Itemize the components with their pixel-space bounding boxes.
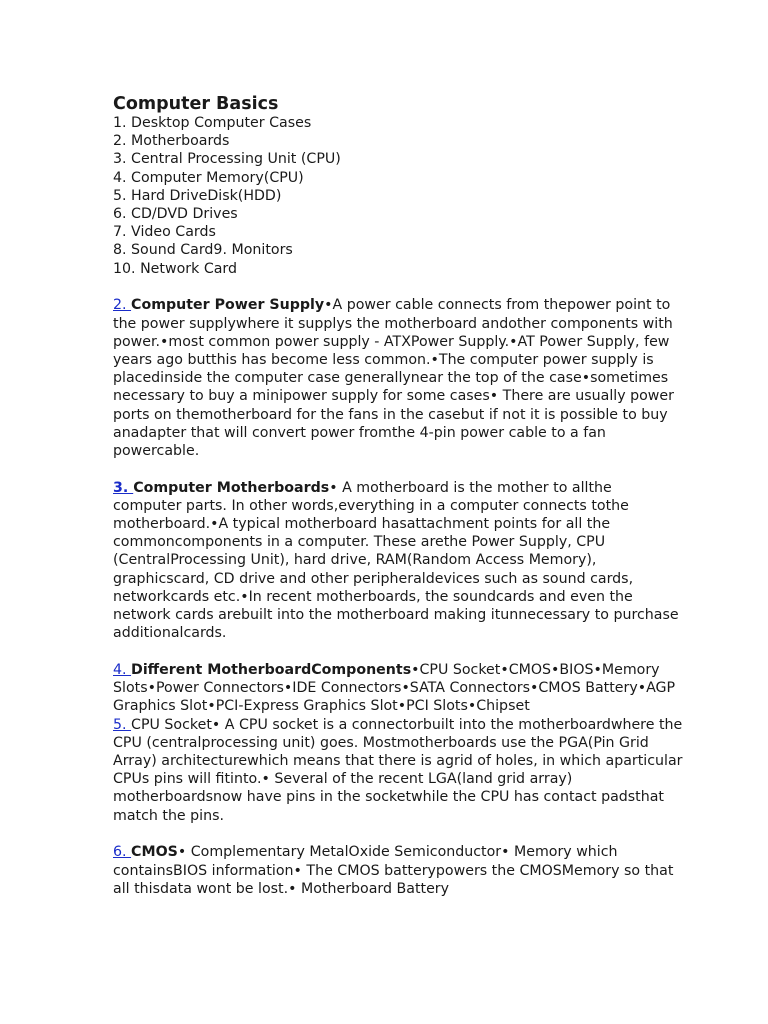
section-body: • Complementary MetalOxide Semiconductor• Memory which containsBIOS information• The CMOS batterypowers the CMOSMemory so that all thisdata wont be lost.• Motherboard Battery xyxy=(113,844,674,897)
section-body: •CPU Socket•CMOS•BIOS•Memory Slots•Power Connectors•IDE Connectors•SATA Connectors•CMOS Battery•AGP Graphics Slot•PCI-Express Graphics Slot•PCI Slots•Chipset xyxy=(113,661,676,715)
toc-item: 8. Sound Card9. Monitors xyxy=(113,242,293,259)
section-cmos xyxy=(113,843,683,898)
section-number-link[interactable]: 3. xyxy=(113,479,134,496)
table-of-contents xyxy=(113,114,683,278)
section-number-link[interactable]: 5. xyxy=(113,716,132,733)
section-heading: Computer Power Supply xyxy=(131,297,325,314)
toc-item: 1. Desktop Computer Cases xyxy=(113,115,312,131)
toc-item: 2. Motherboards xyxy=(113,133,230,150)
section-cpu-socket xyxy=(113,716,683,825)
toc-item: 6. CD/DVD Drives xyxy=(113,206,238,223)
toc-item: 5. Hard DriveDisk(HDD) xyxy=(113,187,282,204)
section-power-supply xyxy=(113,296,683,460)
document-title: Computer Basics xyxy=(113,94,279,114)
section-number-link[interactable]: 6. xyxy=(113,844,132,861)
section-number-link[interactable]: 2. xyxy=(113,297,132,314)
section-heading: Different MotherboardComponents xyxy=(131,661,412,678)
section-number-link[interactable]: 4. xyxy=(113,661,132,678)
section-body: CPU Socket• A CPU socket is a connectorbuilt into the motherboardwhere the CPU (centralprocessing unit) goes. Mostmotherboards use the PGA(Pin Grid Array) architecturewhich means that there is agrid of holes, in which aparticular CPUs pins will fitinto.• Several of the recent LGA(land grid array) motherboardsnow have pins in the socketwhile the CPU has contact padsthat match the pins. xyxy=(113,716,683,824)
section-motherboards xyxy=(113,479,683,643)
document-page xyxy=(113,93,683,898)
section-motherboard-components xyxy=(113,661,683,716)
section-heading: CMOS xyxy=(131,844,178,861)
section-body: •A power cable connects from thepower point to the power supplywhere it supplys the motherboard andother components with power.•most common power supply - ATXPower Supply.•AT Power Supply, few years ago butthis has become less common.•The computer power supply is placedinside the computer case generallynear the top of the case•sometimes necessary to buy a minipower supply for some cases• There are usually power ports on themotherboard for the fans in the casebut if not it is possible to buy anadapter that will convert power fromthe 4-pin power cable to a fan powercable. xyxy=(113,297,674,459)
section-body: • A motherboard is the mother to allthe computer parts. In other words,everything in a computer connects tothe motherboard.•A typical motherboard hasattachment points for all the commoncomponents in a computer. These arethe Power Supply, CPU (CentralProcessing Unit), hard drive, RAM(Random Access Memory), graphicscard, CD drive and other peripheraldevices such as sound cards, networkcards etc.•In recent motherboards, the soundcards and even the network cards arebuilt into the motherboard making itunnecessary to purchase additionalcards. xyxy=(113,479,679,642)
toc-item: 7. Video Cards xyxy=(113,224,216,241)
toc-item: 10. Network Card xyxy=(113,260,238,277)
toc-item: 4. Computer Memory(CPU) xyxy=(113,169,304,186)
section-heading: Computer Motherboards xyxy=(133,479,330,496)
toc-item: 3. Central Processing Unit (CPU) xyxy=(113,151,341,168)
